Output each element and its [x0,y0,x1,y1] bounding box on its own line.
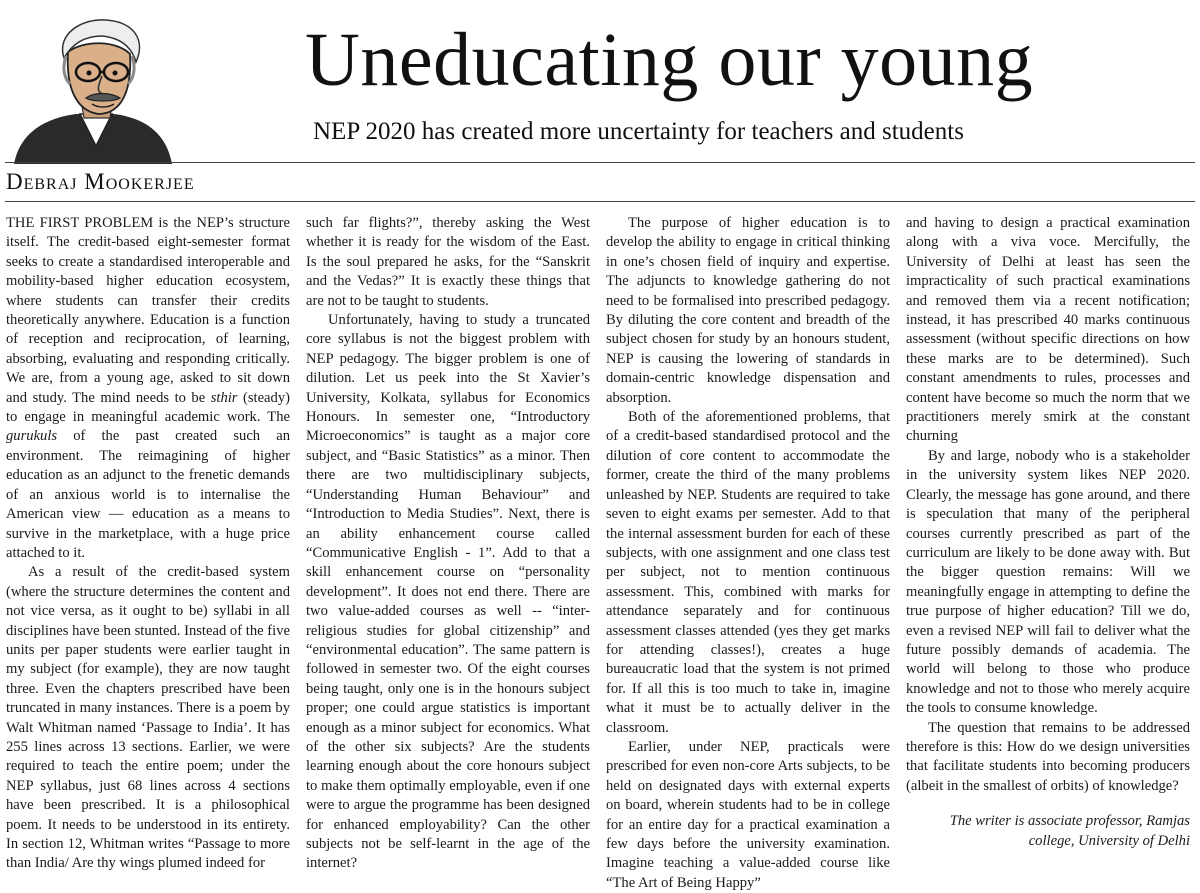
paragraph: Earlier, under NEP, practicals were prescribed for even non-core Arts subjects, to be held on designated days with external experts on board, wherein students had to be in college for an entire day for a practical examination a few days before the university examination. Imagine teaching a value-added course like “The Art of Being Happy” [606,738,890,891]
author-tagline: The writer is associate professor, Ramjas college, University of Delhi [949,813,1190,849]
article-column-4 [906,214,1190,854]
paragraph: Both of the aforementioned problems, that of a credit-based standardised protocol and the dilution of core content to accommodate the former, create the third of the many problems unleashed by NEP. Students are required to take seven to eight exams per semester. Add to that the internal assessment burden for each of these subjects, with one assignment and one class test per subject, not to mention continuous assessment. This, combined with marks for attendance separately and for continuous assessment classes attended (yes they get marks for attending classes!), creates a huge bureaucratic load that the system is not primed for. If all this is too much to take in, imagine what it must be to actually deliver in the classroom. [606,409,890,736]
article-column-1 [6,214,290,872]
paragraph: such far flights?”, thereby asking the West whether it is ready for the wisdom of the East. Is the soul prepared he asks, for the “Sanskrit and the Vedas?” It is exactly these things that are not to be taught to students. [306,215,590,309]
paragraph: Unfortunately, having to study a truncated core syllabus is not the biggest problem with NEP pedagogy. The bigger problem is one of dilution. Let us peek into the St Xavier’s University, Kolkata, syllabus for Economics Honours. In semester one, “Introductory Microeconomics” is taught as a major core subject, and “Basic Statistics” as a minor. Then there are two multidisciplinary subjects, “Understanding Human Behaviour” and “Introduction to Media Studies”. Next, there is an ability enhancement course called “Communicative English - 1”. Add to that a skill enhancement course on “personality development”. It does not end there. There are two value-added courses as well -- “inter-religious studies for global citizenship” and “environmental education”. The same pattern is followed in semester two. Of the eight courses being taught, only one is in the honours subject proper; one could argue statistics is important enough as a minor subject for economics. What of the other six subjects? Are the students learning enough about the core honours subject to make them optimally employable, even if one were to argue the programme has been designed for enhanced employability? Can the other subjects not be self-learnt in the age of the internet? [306,312,590,872]
byline: Debraj Mookerjee [6,169,195,194]
paragraph: and having to design a practical examination along with a viva voce. Mercifully, the University of Delhi at least has seen the impracticality of such practical examinations and removed them via a recent notification; instead, it has prescribed 40 marks continuous assessment (without specific directions on how these marks are to be determined). Such constant amendments to rules, processes and content have become so much the norm that we practitioners merely smirk at the constant churning [906,215,1190,445]
article-column-3 [606,214,890,891]
byline-divider [5,201,1195,202]
paragraph: THE FIRST PROBLEM is the NEP’s structure itself. The credit-based eight-semester format seeks to create a standardised interoperable and mobility-based higher education ecosystem, where students can transfer their credits theoretically anywhere. Education is a function of reception and reciprocation, of learning, absorbing, evaluating and responding critically. We are, from a young age, asked to sit down and study. The mind needs to be sthir (steady) to engage in meaningful academic work. The gurukuls of the past created such an environment. The reimagining of higher education as an adjunct to the frenetic demands of an anxious world is to internalise the American view — education as a means to survive in the marketplace, with a huge price attached to it. [6,215,290,561]
author-caricature-icon [6,14,178,164]
deck: NEP 2020 has created more uncertainty for teachers and students [313,118,964,145]
paragraph: By and large, nobody who is a stakeholder in the university system likes NEP 2020. Clearly, the message has gone around, and there is speculation that many of the peripheral courses currently prescribed as part of the curriculum are likely to be done away with. But the bigger question remains: Will we meaningfully engage in attempting to define the true purpose of higher education? Till we do, even a revised NEP will fail to deliver what the future possibly demands of academia. The world will belong to those who produce knowledge and not to those who merely acquire the tools to consume knowledge. [906,447,1190,717]
paragraph: The question that remains to be addressed therefore is this: How do we design universities that facilitate students into becoming producers (albeit in the smallest of orbits) of knowledge? [906,719,1190,794]
top-divider [5,162,1195,163]
paragraph: As a result of the credit-based system (where the structure determines the content and not vice versa, as it ought to be) syllabi in all disciplines have been stunted. Instead of the five units per paper students were earlier taught in my subject (for example), they are now taught three. Even the chapters prescribed have been truncated in many instances. There is a poem by Walt Whitman named ‘Passage to India’. It has 255 lines across 13 sections. Earlier, we were required to teach the entire poem; under the NEP syllabus, just 68 lines across 4 sections have been prescribed. It is a philosophical poem. It needs to be understood in its entirety. In section 12, Whitman writes “Passage to more than India/ Are thy wings plumed indeed for [6,564,290,872]
headline: Uneducating our young [305,18,1034,102]
paragraph: The purpose of higher education is to develop the ability to engage in critical thinking in one’s chosen field of inquiry and expertise. The adjuncts to knowledge gathering do not need to be formalised into prescribed pedagogy. By diluting the core content and breadth of the subject chosen for study by an honours student, NEP is causing the lowering of standards in domain-centric knowledge dispensation and absorption. [606,215,890,406]
article-column-2 [306,214,590,872]
